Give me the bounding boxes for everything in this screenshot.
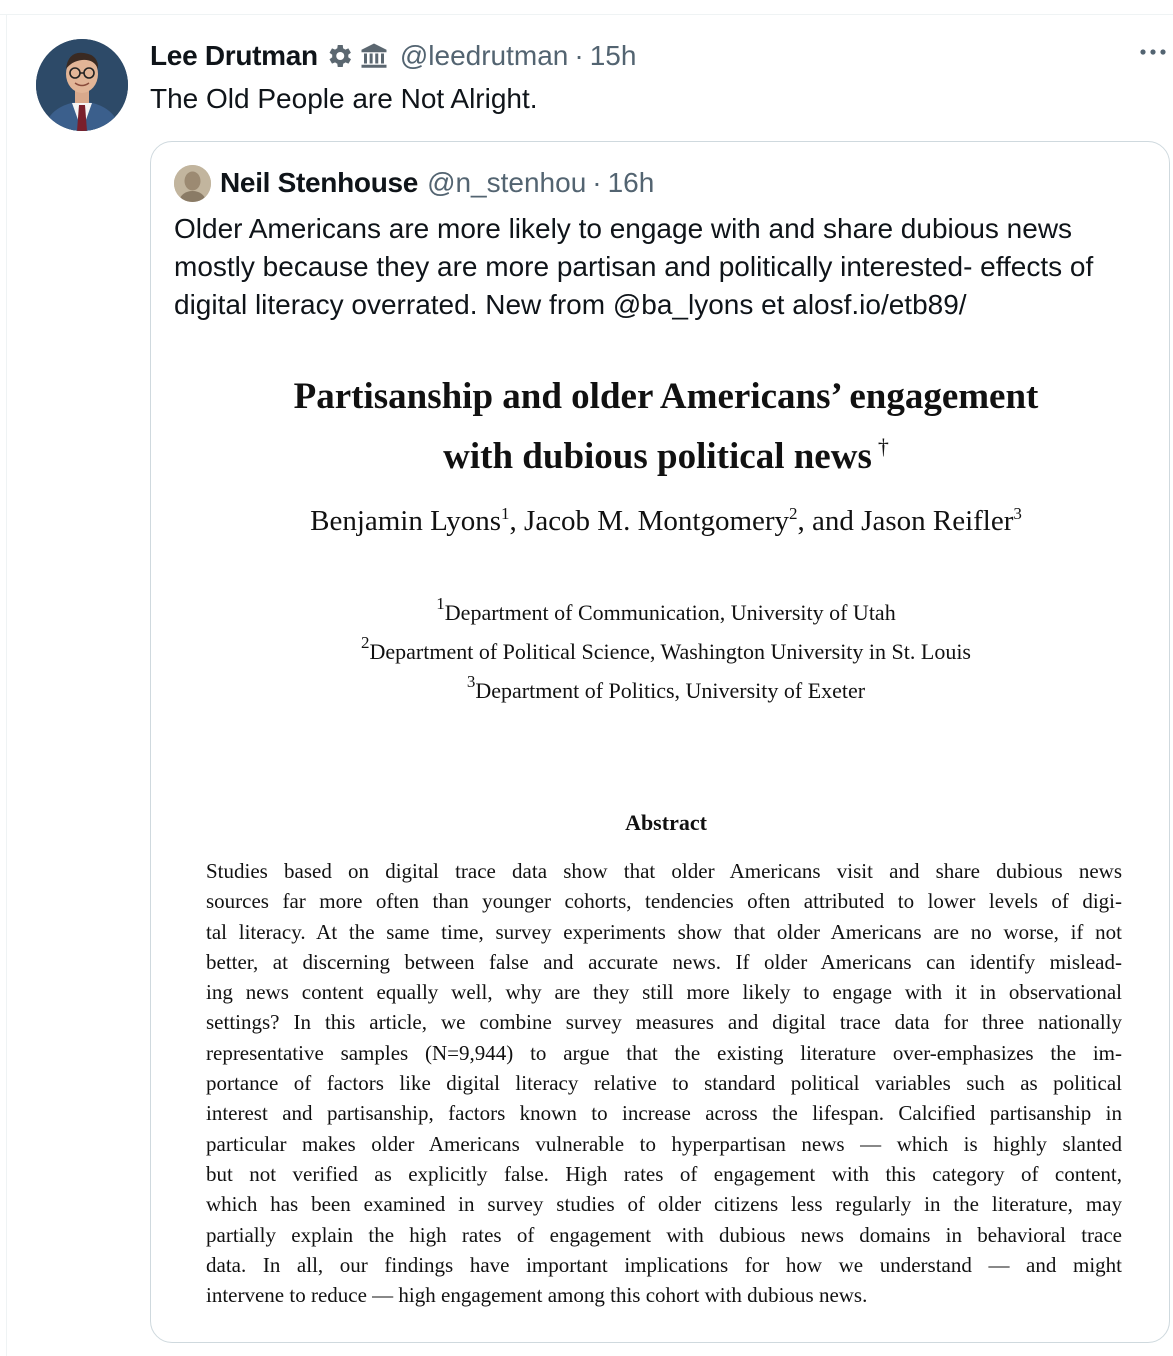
affiliation-mark: 3	[466, 672, 476, 691]
quoted-tweet-text: Older Americans are more likely to engage with and share dubious news mostly because they are more partisan and politically interested- effects of digital literacy overrated. New from @ba_lyons et alosf.io/etb89/	[174, 213, 1094, 320]
abstract-line: interest and partisanship, factors known to increase across the lifespan. Calcified partisanship in	[206, 1101, 1122, 1126]
author-name[interactable]: Lee Drutman	[150, 40, 318, 71]
author-separator: , and	[797, 505, 862, 537]
author-entry	[861, 505, 1022, 537]
abstract-line: settings? In this article, we combine survey measures and digital trace data for three nationally	[206, 1010, 1122, 1035]
affiliation	[176, 589, 1156, 628]
author-affiliation-mark: 3	[1013, 504, 1022, 523]
abstract-line: data. In all, our findings have important implications for how we understand — and might	[206, 1252, 1122, 1277]
author-handle[interactable]: @leedrutman	[399, 40, 569, 71]
paper-image[interactable]	[176, 352, 1156, 1327]
abstract-body	[206, 856, 1122, 1310]
gear-icon	[324, 41, 354, 71]
paper-authors	[176, 504, 1156, 538]
author-entry	[524, 505, 861, 537]
paper-title-line	[176, 422, 1156, 482]
tweet-text: The Old People are Not Alright.	[150, 83, 538, 114]
abstract-line: but not verified as explicitly false. High rates of engagement with this category of content,	[206, 1161, 1122, 1186]
abstract-line: Studies based on digital trace data show that older Americans visit and share dubious news	[206, 859, 1122, 883]
affiliation-mark: 1	[436, 594, 445, 613]
abstract-line: ing news content equally well, why are they still more likely to engage with it in observational	[206, 980, 1122, 1005]
author-name-text: Jason Reifler	[861, 505, 1014, 537]
abstract-line: tal literacy. At the same time, survey experiments show that older Americans are no worse, if not	[206, 919, 1122, 944]
title-footnote-mark: †	[877, 434, 889, 459]
abstract-line: better, at discerning between false and accurate news. If older Americans can identify mislead-	[206, 949, 1122, 974]
author-entry	[310, 505, 524, 537]
quoted-timestamp[interactable]: 16h	[607, 167, 655, 198]
abstract-line: partially explain the high rates of engagement with dubious news domains in behavioral trace	[206, 1222, 1122, 1247]
abstract-line: portance of factors like digital literacy relative to standard political variables such as political	[206, 1071, 1122, 1096]
affiliation-text: Department of Communication, University of Utah	[444, 600, 896, 625]
abstract-line: particular makes older Americans vulnerable to hyperpartisan news — which is highly slanted	[206, 1131, 1122, 1156]
paper-affiliations	[176, 589, 1156, 706]
quoted-author-avatar[interactable]	[174, 165, 211, 202]
more-options-icon[interactable]	[1138, 42, 1168, 62]
affiliation-mark: 2	[360, 633, 370, 652]
paper-title	[176, 372, 1156, 482]
separator-dot: ·	[574, 40, 584, 71]
author-name-text: Jacob M. Montgomery	[524, 505, 790, 537]
affiliation	[176, 667, 1156, 706]
abstract-line: representative samples (N=9,944) to argue that the existing literature over-emphasizes the im-	[206, 1040, 1122, 1065]
affiliation-text: Department of Politics, University of Exeter	[475, 678, 866, 703]
abstract-line: sources far more often than younger cohorts, tendencies often attributed to lower levels of digi-	[206, 889, 1122, 914]
institution-icon	[358, 41, 390, 71]
left-divider	[6, 14, 7, 1356]
paper-title-text: with dubious political news	[443, 436, 872, 477]
author-separator: ,	[509, 505, 525, 537]
quoted-tweet-header	[220, 166, 654, 200]
abstract-line: which has been examined in survey studies of older citizens less regularly in the literature, may	[206, 1192, 1122, 1217]
affiliation-text: Department of Political Science, Washington University in St. Louis	[369, 639, 971, 664]
author-affiliation-mark: 2	[789, 504, 798, 523]
paper-title-line: Partisanship and older Americans’ engagement	[293, 376, 1039, 417]
quoted-author-name[interactable]: Neil Stenhouse	[220, 167, 419, 198]
quoted-separator-dot: ·	[592, 167, 602, 198]
top-divider	[0, 14, 1173, 15]
abstract-line: intervene to reduce — high engagement among this cohort with dubious news.	[206, 1283, 868, 1308]
tweet-header	[150, 38, 636, 74]
author-name-text: Benjamin Lyons	[310, 505, 502, 537]
quoted-author-handle[interactable]: @n_stenhou	[427, 167, 587, 198]
abstract-heading: Abstract	[625, 810, 707, 835]
tweet-timestamp[interactable]: 15h	[589, 40, 637, 71]
affiliation	[176, 628, 1156, 667]
author-affiliation-mark: 1	[501, 504, 510, 523]
author-avatar[interactable]	[36, 39, 128, 131]
